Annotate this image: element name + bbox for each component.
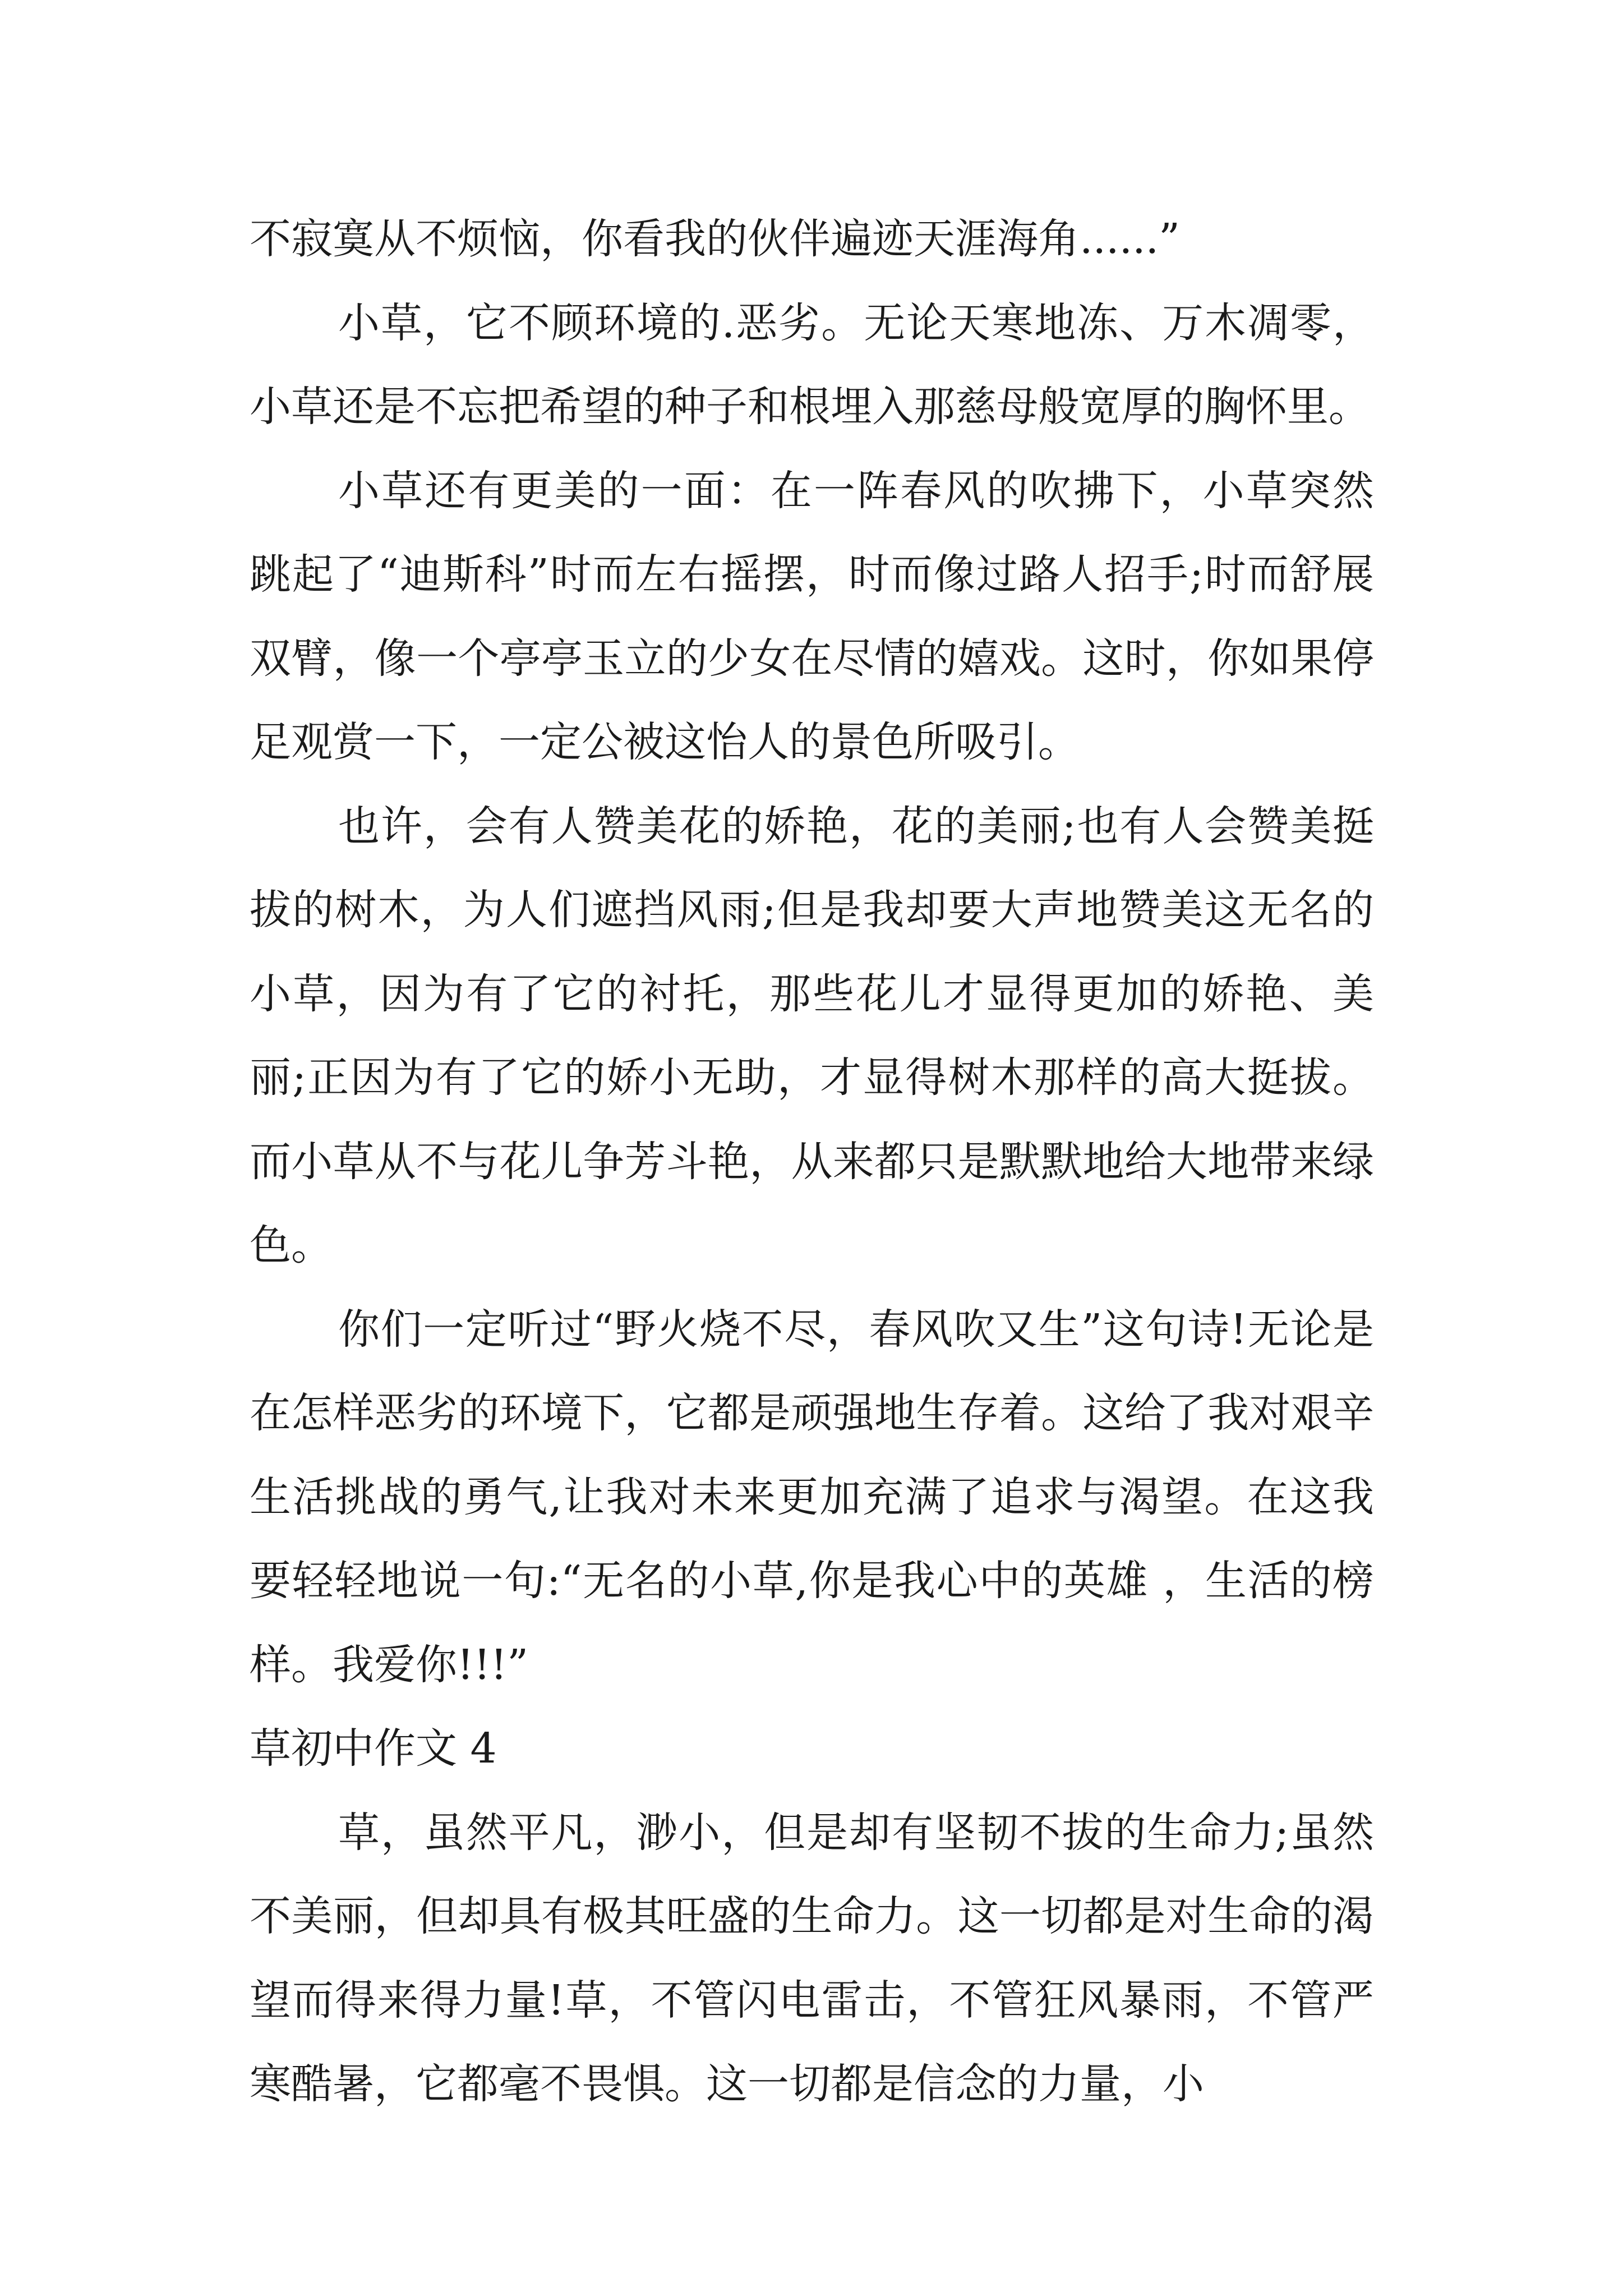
paragraph-5: 你们一定听过“野火烧不尽，春风吹又生”这句诗!无论是在怎样恶劣的环境下，它都是顽强地生存着。这给了我对艰辛生活挑战的勇气,让我对未来更加充满了追求与渴望。在这我要轻轻地说一句:“无名的小草,你是我心中的英雄 ，生活的榜样。我爱你!!!” <box>250 1305 1374 1689</box>
paragraph-4: 也许，会有人赞美花的娇艳，花的美丽;也有人会赞美挺拔的树木，为人们遮挡风雨;但是我却要大声地赞美这无名的小草，因为有了它的衬托，那些花儿才显得更加的娇艳、美丽;正因为有了它的娇小无助，才显得树木那样的高大挺拔。而小草从不与花儿争芳斗艳，从来都只是默默地给大地带来绿色。 <box>250 802 1374 1269</box>
paragraph-3: 小草还有更美的一面：在一阵春风的吹拂下，小草突然跳起了“迪斯科”时而左右摇摆，时而像过路人招手;时而舒展双臂，像一个亭亭玉立的少女在尽情的嬉戏。这时，你如果停足观赏一下，一定公被这怡人的景色所吸引。 <box>250 466 1374 766</box>
paragraph-6: 草，虽然平凡，渺小，但是却有坚韧不拔的生命力;虽然不美丽，但却具有极其旺盛的生命力。这一切都是对生命的渴望而得来得力量!草，不管闪电雷击，不管狂风暴雨，不管严寒酷暑，它都毫不畏惧。这一切都是信念的力量，小 <box>250 1808 1374 2108</box>
paragraph-1: 不寂寞从不烦恼，你看我的伙伴遍迹天涯海角......” <box>250 215 1180 263</box>
section-heading: 草初中作文 4 <box>250 1724 497 1773</box>
paragraph-2: 小草，它不顾环境的.恶劣。无论天寒地冻、万木凋零，小草还是不忘把希望的种子和根埋入那慈母般宽厚的胸怀里。 <box>250 298 1374 431</box>
document-body <box>250 197 1374 2127</box>
